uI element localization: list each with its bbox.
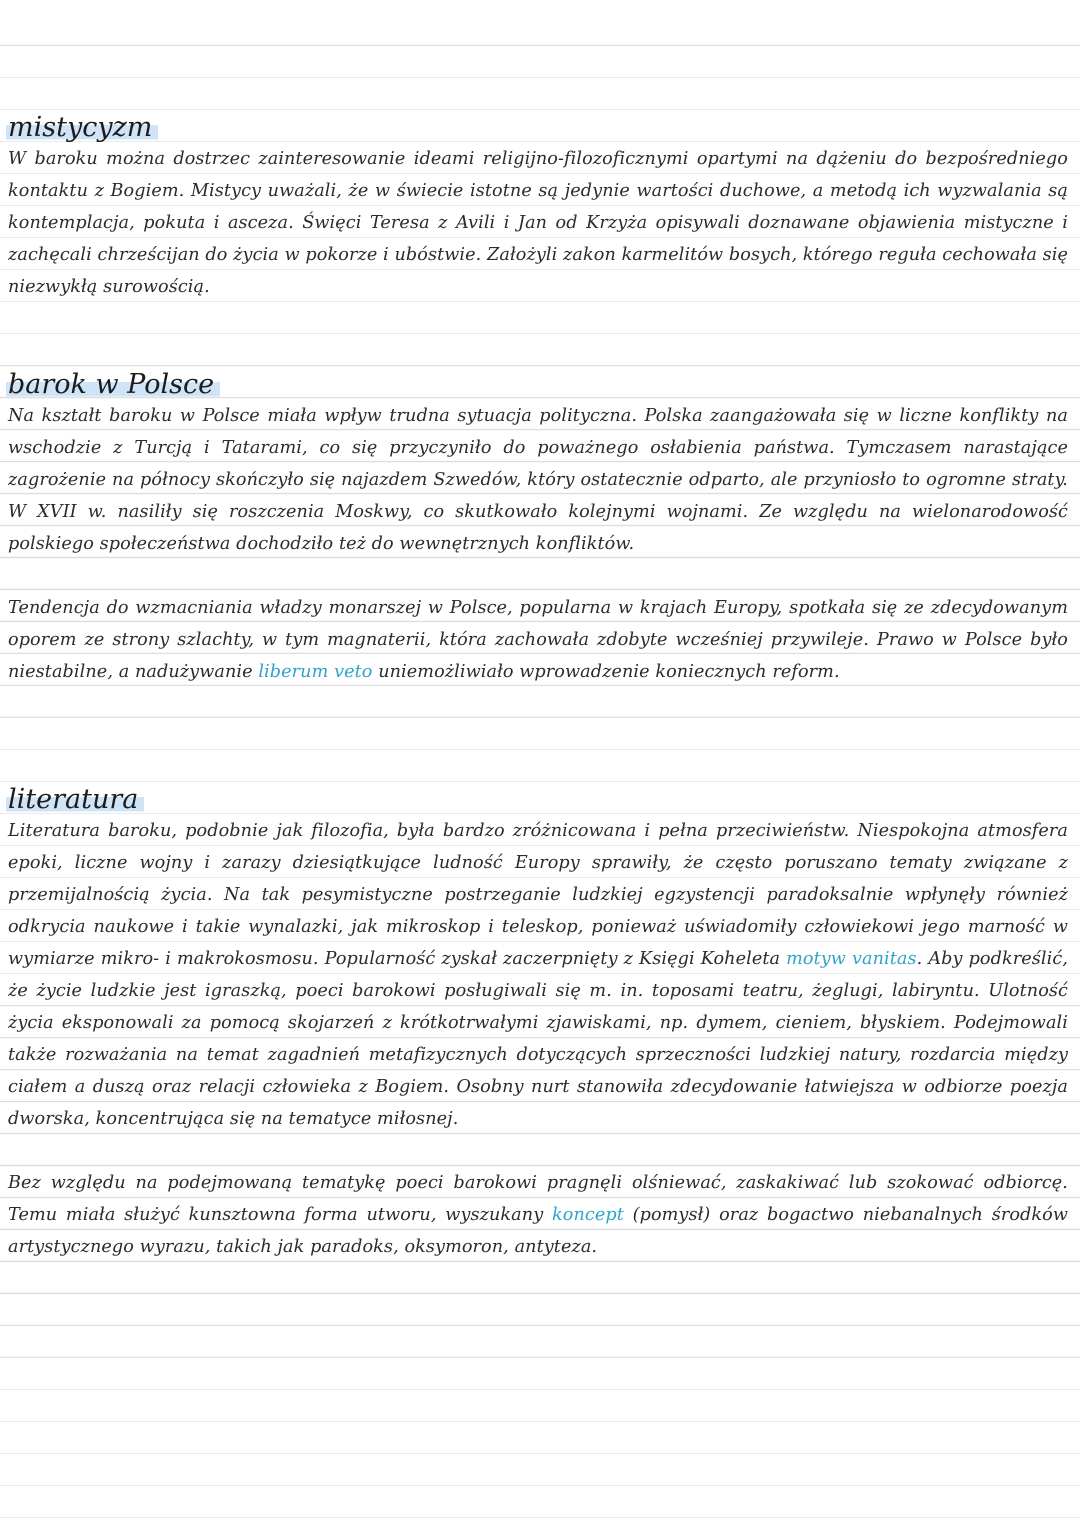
highlighted-term: motyw vanitas xyxy=(786,949,917,969)
section-heading: mistycyzm xyxy=(6,113,158,143)
highlighted-term: liberum veto xyxy=(258,662,373,682)
section-paragraph: W baroku można dostrzec zainteresowanie ideami religijno-filozoficznymi opartymi na dążeniu do bezpośredniego kontaktu z Bogiem. Mistycy uważali, że w świecie istotne są jedynie wartości duchowe, a metodą ich wyzwalania są kontemplacja, pokuta i asceza. Święci Teresa z Avili i Jan od Krzyża opisywali doznawane objawienia mistyczne i zachęcali chrześcijan do życia w pokorze i ubóstwie. Założyli zakon karmelitów bosych, którego reguła cechowała się niezwykłą surowością. xyxy=(8,149,1068,297)
paragraph-text: . Aby podkreślić, że życie ludzkie jest igraszką, poeci barokowi posługiwali się m. in. toposami teatru, żeglugi, labiryntu. Ulotność życia eksponowali za pomocą skojarzeń z krótkotrwałymi zjawiskami, np. dymem, cieniem, błyskiem. Podejmowali także rozważania na temat zagadnień metafizycznych dotyczących sprzeczności ludzkiej natury, rozdarcia między ciałem a duszą oraz relacji człowieka z Bogiem. Osobny nurt stanowiła zdecydowanie łatwiejsza w odbiorze poezja dworska, koncentrująca się na tematyce miłosnej. xyxy=(8,949,1069,1129)
section-heading: barok w Polsce xyxy=(6,370,220,400)
paragraph-text: uniemożliwiało wprowadzenie koniecznych reform. xyxy=(372,662,840,682)
highlighted-term: koncept xyxy=(552,1205,624,1225)
paragraph-text: (pomysł) oraz bogactwo niebanalnych środków artystycznego wyrazu, takich jak paradoks, oksymoron, antyteza. xyxy=(8,1205,1069,1257)
section-paragraph xyxy=(8,815,1068,1135)
paragraph-text: Bez względu na podejmowaną tematykę poeci barokowi pragnęli olśniewać, zaskakiwać lub szokować odbiorcę. Temu miała służyć kunsztowna forma utworu, wyszukany xyxy=(8,1173,1068,1225)
section-paragraph: Na kształt baroku w Polsce miała wpływ trudna sytuacja polityczna. Polska zaangażowała się w liczne konflikty na wschodzie z Turcją i Tatarami, co się przyczyniło do poważnego osłabienia państwa. Tymczasem narastające zagrożenie na północy skończyło się najazdem Szwedów, który ostatecznie odparto, ale przyniosło to ogromne straty. W XVII w. nasiliły się roszczenia Moskwy, co skutkowało kolejnymi wojnami. Ze względu na wielonarodowość polskiego społeczeństwa dochodziło też do wewnętrznych konfliktów. xyxy=(8,406,1068,554)
section-mistycyzm xyxy=(8,113,1068,303)
section-paragraph xyxy=(8,592,1068,688)
section-paragraph xyxy=(8,1167,1068,1263)
paragraph-text: Tendencja do wzmacniania władzy monarszej w Polsce, popularna w krajach Europy, spotkała się ze zdecydowanym oporem ze strony szlachty, w tym magnaterii, która zachowała zdobyte wcześniej przywileje. Prawo w Polsce było niestabilne, a nadużywanie xyxy=(8,598,1068,682)
paragraph-text: Literatura baroku, podobnie jak filozofia, była bardzo zróżnicowana i pełna przeciwieństw. Niespokojna atmosfera epoki, liczne wojny i zarazy dziesiątkujące ludność Europy sprawiły, że często poruszano tematy związane z przemijalnością życia. Na tak pesymistyczne postrzeganie ludzkiej egzystencji paradoksalnie wpłynęły również odkrycia naukowe i takie wynalazki, jak mikroskop i teleskop, ponieważ uświadomiły człowiekowi jego marność w wymiarze mikro- i makrokosmosu. Popularność zyskał zaczerpnięty z Księgi Koheleta xyxy=(8,821,1068,969)
section-literatura xyxy=(8,785,1068,1263)
section-heading: literatura xyxy=(6,785,144,815)
section-barok-w-polsce xyxy=(8,370,1068,688)
